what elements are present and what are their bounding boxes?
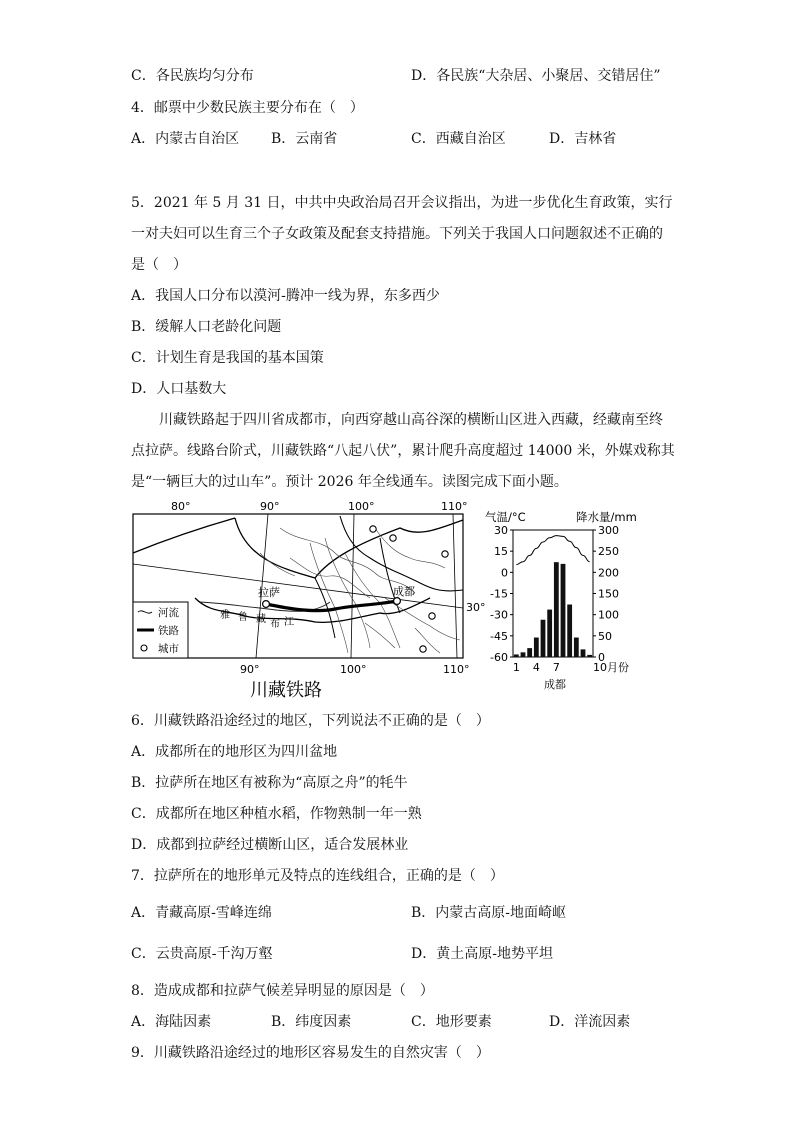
q4-option-b[interactable]: B．云南省 bbox=[271, 131, 338, 147]
climate-plot-frame bbox=[513, 530, 593, 657]
map-top-lon-100: 100° bbox=[348, 500, 375, 513]
q5-option-a[interactable]: A．我国人口分布以漠河-腾冲一线为界，东多西少 bbox=[131, 288, 440, 304]
month-tick-label: 4 bbox=[532, 661, 540, 674]
q5-stem-line-2: 一对夫妇可以生育三个子女政策及配套支持措施。下列关于我国人口问题叙述不正确的 bbox=[131, 226, 663, 242]
q7-stem: 7．拉萨所在的地形单元及特点的连线组合，正确的是（ ） bbox=[131, 868, 504, 884]
right-axis-tick-label: 250 bbox=[598, 545, 619, 559]
precipitation-bar-12 bbox=[587, 655, 592, 657]
q6-option-c[interactable]: C．成都所在地区种植水稻，作物熟制一年一熟 bbox=[131, 806, 422, 822]
precipitation-bar-2 bbox=[521, 652, 526, 657]
q5-option-b[interactable]: B．缓解人口老龄化问题 bbox=[131, 319, 282, 335]
q3-option-c[interactable]: C．各民族均匀分布 bbox=[131, 68, 254, 84]
map-bottom-lon-110: 110° bbox=[443, 663, 470, 676]
map-title: 川藏铁路 bbox=[250, 680, 322, 701]
q7-option-c[interactable]: C．云贵高原-千沟万壑 bbox=[131, 946, 273, 962]
map-top-lon-80: 80° bbox=[171, 500, 191, 513]
q8-stem: 8．造成成都和拉萨气候差异明显的原因是（ ） bbox=[131, 983, 434, 999]
month-tick-label: 7 bbox=[552, 661, 560, 674]
q8-option-b[interactable]: B．纬度因素 bbox=[271, 1014, 352, 1030]
q5-stem-line-1: 5．2021 年 5 月 31 日，中共中央政治局召开会议指出，为进一步优化生育政策，实行 bbox=[131, 195, 673, 211]
city-chengdu-marker bbox=[394, 598, 401, 605]
passage-line-1: 川藏铁路起于四川省成都市，向西穿越山高谷深的横断山区进入西藏，经藏南至终 bbox=[159, 412, 663, 428]
q6-option-a[interactable]: A．成都所在的地形区为四川盆地 bbox=[131, 744, 338, 760]
sichuan-tibet-railway-map bbox=[130, 498, 486, 702]
q4-option-a[interactable]: A．内蒙古自治区 bbox=[131, 131, 240, 147]
q3-option-d[interactable]: D．各民族“大杂居、小聚居、交错居住” bbox=[411, 68, 661, 84]
q8-option-d[interactable]: D．洋流因素 bbox=[549, 1014, 631, 1030]
q7-option-a[interactable]: A．青藏高原-雪峰连绵 bbox=[131, 905, 272, 921]
left-axis-tick-label: 30 bbox=[494, 524, 508, 537]
q6-option-d[interactable]: D．成都到拉萨经过横断山区，适合发展林业 bbox=[131, 837, 409, 853]
q5-stem-line-3: 是（ ） bbox=[131, 257, 187, 273]
left-axis-tick-label: -60 bbox=[490, 651, 508, 664]
passage-line-3: 是“一辆巨大的过山车”。预计 2026 年全线通车。读图完成下面小题。 bbox=[131, 474, 568, 490]
city-chengdu-label: 成都 bbox=[393, 585, 415, 598]
map-lat-30: 30° bbox=[466, 601, 486, 614]
legend-railway-label: 铁路 bbox=[158, 625, 179, 637]
city-marker bbox=[442, 551, 448, 557]
right-axis-tick-label: 200 bbox=[598, 566, 619, 580]
left-axis-tick-label: 15 bbox=[494, 545, 508, 559]
precipitation-bar-4 bbox=[534, 638, 539, 657]
q4-option-c[interactable]: C．西藏自治区 bbox=[411, 131, 506, 147]
q8-option-a[interactable]: A．海陆因素 bbox=[131, 1014, 212, 1030]
temperature-curve bbox=[516, 536, 589, 565]
legend-city-icon bbox=[141, 645, 147, 651]
climate-place-label: 成都 bbox=[544, 678, 566, 691]
q5-option-d[interactable]: D．人口基数大 bbox=[131, 381, 227, 397]
q5-option-c[interactable]: C．计划生育是我国的基本国策 bbox=[131, 350, 324, 366]
precipitation-bar-3 bbox=[527, 648, 532, 657]
precipitation-bar-9 bbox=[567, 605, 572, 657]
precipitation-bar-5 bbox=[541, 620, 546, 657]
left-axis-tick-label: 0 bbox=[501, 566, 508, 580]
month-tick-label: 1 bbox=[512, 661, 520, 674]
precipitation-bar-1 bbox=[514, 654, 519, 657]
passage-line-2: 点拉萨。线路台阶式，川藏铁路“八起八伏”，累计爬升高度超过 14000 米，外媒戏称其 bbox=[131, 443, 675, 459]
q6-stem: 6．川藏铁路沿途经过的地区，下列说法不正确的是（ ） bbox=[131, 713, 490, 729]
q7-option-d[interactable]: D．黄土高原-地势平坦 bbox=[411, 946, 553, 962]
right-axis-tick-label: 0 bbox=[598, 651, 605, 664]
q4-stem: 4．邮票中少数民族主要分布在（ ） bbox=[131, 100, 364, 116]
river-char-1: 雅 bbox=[220, 610, 230, 621]
precipitation-bar-8 bbox=[561, 564, 566, 657]
river-char-4: 布 bbox=[270, 619, 280, 630]
precipitation-bar-10 bbox=[574, 638, 579, 657]
precipitation-bar-6 bbox=[547, 610, 552, 657]
left-axis-tick-label: -30 bbox=[490, 608, 508, 622]
left-axis-tick-label: -15 bbox=[490, 587, 508, 601]
river-char-5: 江 bbox=[284, 617, 294, 628]
q4-option-d[interactable]: D．吉林省 bbox=[549, 131, 617, 147]
city-marker bbox=[370, 526, 376, 532]
q9-stem: 9．川藏铁路沿途经过的地形区容易发生的自然灾害（ ） bbox=[131, 1045, 490, 1061]
map-bottom-lon-90: 90° bbox=[240, 663, 260, 676]
right-axis-tick-label: 300 bbox=[598, 524, 619, 537]
q8-option-c[interactable]: C．地形要素 bbox=[411, 1014, 492, 1030]
map-bottom-lon-100: 100° bbox=[340, 663, 367, 676]
legend-river-label: 河流 bbox=[158, 607, 179, 619]
left-axis-tick-label: -45 bbox=[490, 629, 508, 643]
chengdu-climate-chart bbox=[480, 505, 672, 695]
river-char-2: 鲁 bbox=[238, 612, 248, 623]
climate-month-unit: 10月份 bbox=[593, 661, 629, 674]
city-marker bbox=[429, 613, 435, 619]
right-axis-tick-label: 50 bbox=[598, 629, 612, 643]
legend-city-label: 城市 bbox=[158, 643, 179, 655]
right-axis-tick-label: 150 bbox=[598, 587, 619, 601]
map-top-lon-110: 110° bbox=[441, 500, 468, 513]
climate-left-axis-title: 气温/°C bbox=[485, 510, 526, 524]
q7-option-b[interactable]: B．内蒙古高原-地面崎岖 bbox=[411, 905, 567, 921]
precipitation-bar-7 bbox=[554, 562, 559, 657]
right-axis-tick-label: 100 bbox=[598, 608, 619, 622]
city-marker bbox=[390, 535, 396, 541]
river-char-3: 藏 bbox=[256, 614, 266, 625]
city-lhasa-label: 拉萨 bbox=[258, 586, 280, 599]
q6-option-b[interactable]: B．拉萨所在地区有被称为“高原之舟”的牦牛 bbox=[131, 775, 408, 791]
map-top-lon-90: 90° bbox=[260, 500, 280, 513]
precipitation-bar-11 bbox=[581, 649, 586, 657]
city-lhasa-marker bbox=[263, 601, 270, 608]
climate-right-axis-title: 降水量/mm bbox=[576, 510, 637, 524]
city-marker bbox=[420, 646, 426, 652]
map-legend bbox=[133, 602, 188, 658]
